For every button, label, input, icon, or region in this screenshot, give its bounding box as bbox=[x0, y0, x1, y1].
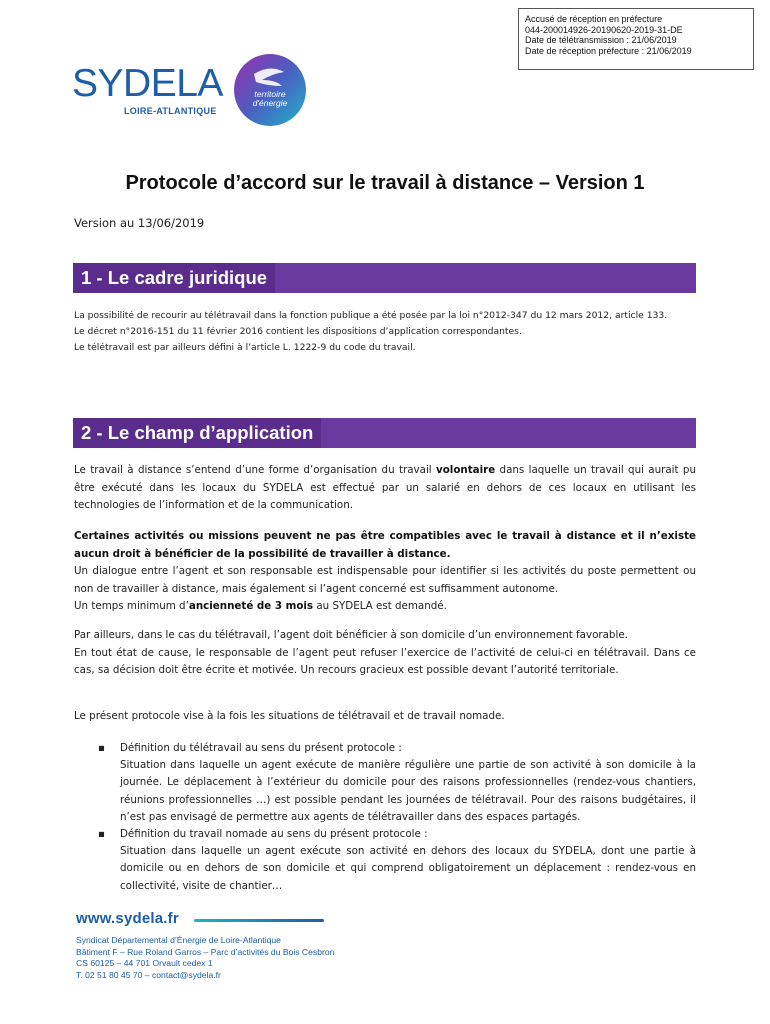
section-1-header bbox=[73, 263, 696, 293]
sydela-logo bbox=[72, 52, 312, 132]
section-2-paragraph-1: Le travail à distance s’entend d’une forme d’organisation du travail volontaire dans laquelle un travail qui aurait pu être exécuté dans les locaux du SYDELA est effectué par un salarié en dehors de ces locaux en utilisant les technologies de l’information et de la communication. bbox=[74, 464, 696, 511]
definitions-list bbox=[98, 740, 696, 895]
logo-name: SYDELA bbox=[72, 62, 223, 105]
document-title: Protocole d’accord sur le travail à distance – Version 1 bbox=[125, 172, 645, 194]
section-2-paragraph-2: Certaines activités ou missions peuvent ne pas être compatibles avec le travail à distance et il n’existe aucun droit à bénéficier de la possibilité de travailler à distance. Un dialogue entre l’agent et son responsable est indispensable pour identifier si les activités du poste permettent ou non de travailler à distance, mais également si l’agent concerné est suffisamment autonome. Un temps minimum d’ancienneté de 3 mois au SYDELA est demandé. bbox=[74, 530, 696, 612]
version-date: Version au 13/06/2019 bbox=[74, 216, 205, 230]
list-item: ▪ Définition du travail nomade au sens du présent protocole : Situation dans laquelle un agent exécute son activité en dehors des locaux du SYDELA, dont une partie à domicile ou en dehors de son domicile et qui comprend obligatoirement un déplacement : rendez-vous en collectivité, visite de chantier… bbox=[98, 828, 696, 892]
website-link[interactable]: www.sydela.fr bbox=[76, 910, 179, 927]
section-2-paragraph-3: Par ailleurs, dans le cas du télétravail, l’agent doit bénéficier à son domicile d’un environnement favorable. En tout état de cause, le responsable de l’agent peut refuser l’exercice de l’activité de celui-ci en télétravail. Dans ce cas, sa décision doit être écrite et motivée. Un recours gracieux est possible devant l’autorité territoriale. bbox=[74, 629, 696, 676]
bullet-icon: ▪ bbox=[98, 828, 105, 841]
section-2-header bbox=[73, 418, 696, 448]
stamp-line: Date de télétransmission : 21/06/2019 bbox=[525, 35, 677, 45]
footer bbox=[76, 910, 376, 981]
section-2-paragraph-4: Le présent protocole vise à la fois les situations de télétravail et de travail nomade. bbox=[74, 710, 505, 722]
stamp-line: 044-200014926-20190620-2019-31-DE bbox=[525, 24, 683, 35]
stamp-line: Date de réception préfecture : 21/06/2019 bbox=[525, 45, 692, 56]
bullet-icon: ▪ bbox=[98, 742, 105, 754]
logo-badge-text: territoire d'énergie bbox=[252, 89, 288, 108]
section-2-title: 2 - Le champ d’application bbox=[73, 418, 321, 448]
stamp-line: Accusé de réception en préfecture bbox=[525, 14, 663, 24]
list-item: ▪ Définition du télétravail au sens du présent protocole : Situation dans laquelle un agent exécute de manière régulière une partie de son activité à son domicile à la journée. Le déplacement à l’extérieur du domicile pour des raisons professionnelles (rendez-vous chantiers, réunions professionnelles …) est possible pendant les journées de télétravail. Pour des raisons budgétaires, il n’est pas envisagé de permettre aux agents de télétravailler dans des espaces partagés. bbox=[98, 742, 696, 823]
prefecture-receipt-stamp bbox=[518, 8, 754, 70]
footer-accent-line bbox=[194, 919, 324, 922]
logo-subtitle: LOIRE-ATLANTIQUE bbox=[124, 106, 217, 116]
paragraph: La possibilité de recourir au télétravail dans la fonction publique a été posée par la loi n°2012-347 du 12 mars 2012, article 133. bbox=[74, 310, 668, 321]
paragraph: Le télétravail est par ailleurs défini à l’article L. 1222-9 du code du travail. bbox=[74, 342, 416, 353]
paragraph: Le décret n°2016-151 du 11 février 2016 contient les dispositions d’application correspondantes. bbox=[74, 326, 522, 337]
section-1-body bbox=[74, 308, 696, 356]
section-1-title: 1 - Le cadre juridique bbox=[73, 263, 275, 293]
footer-address: Syndicat Départemental d’Énergie de Loire-Atlantique Bâtiment F – Rue Roland Garros – Parc d’activités du Bois Cesbron CS 60125 – 44 701 Orvault cedex 1 T. 02 51 80 45 70 – contact@sydela.fr bbox=[76, 935, 335, 980]
